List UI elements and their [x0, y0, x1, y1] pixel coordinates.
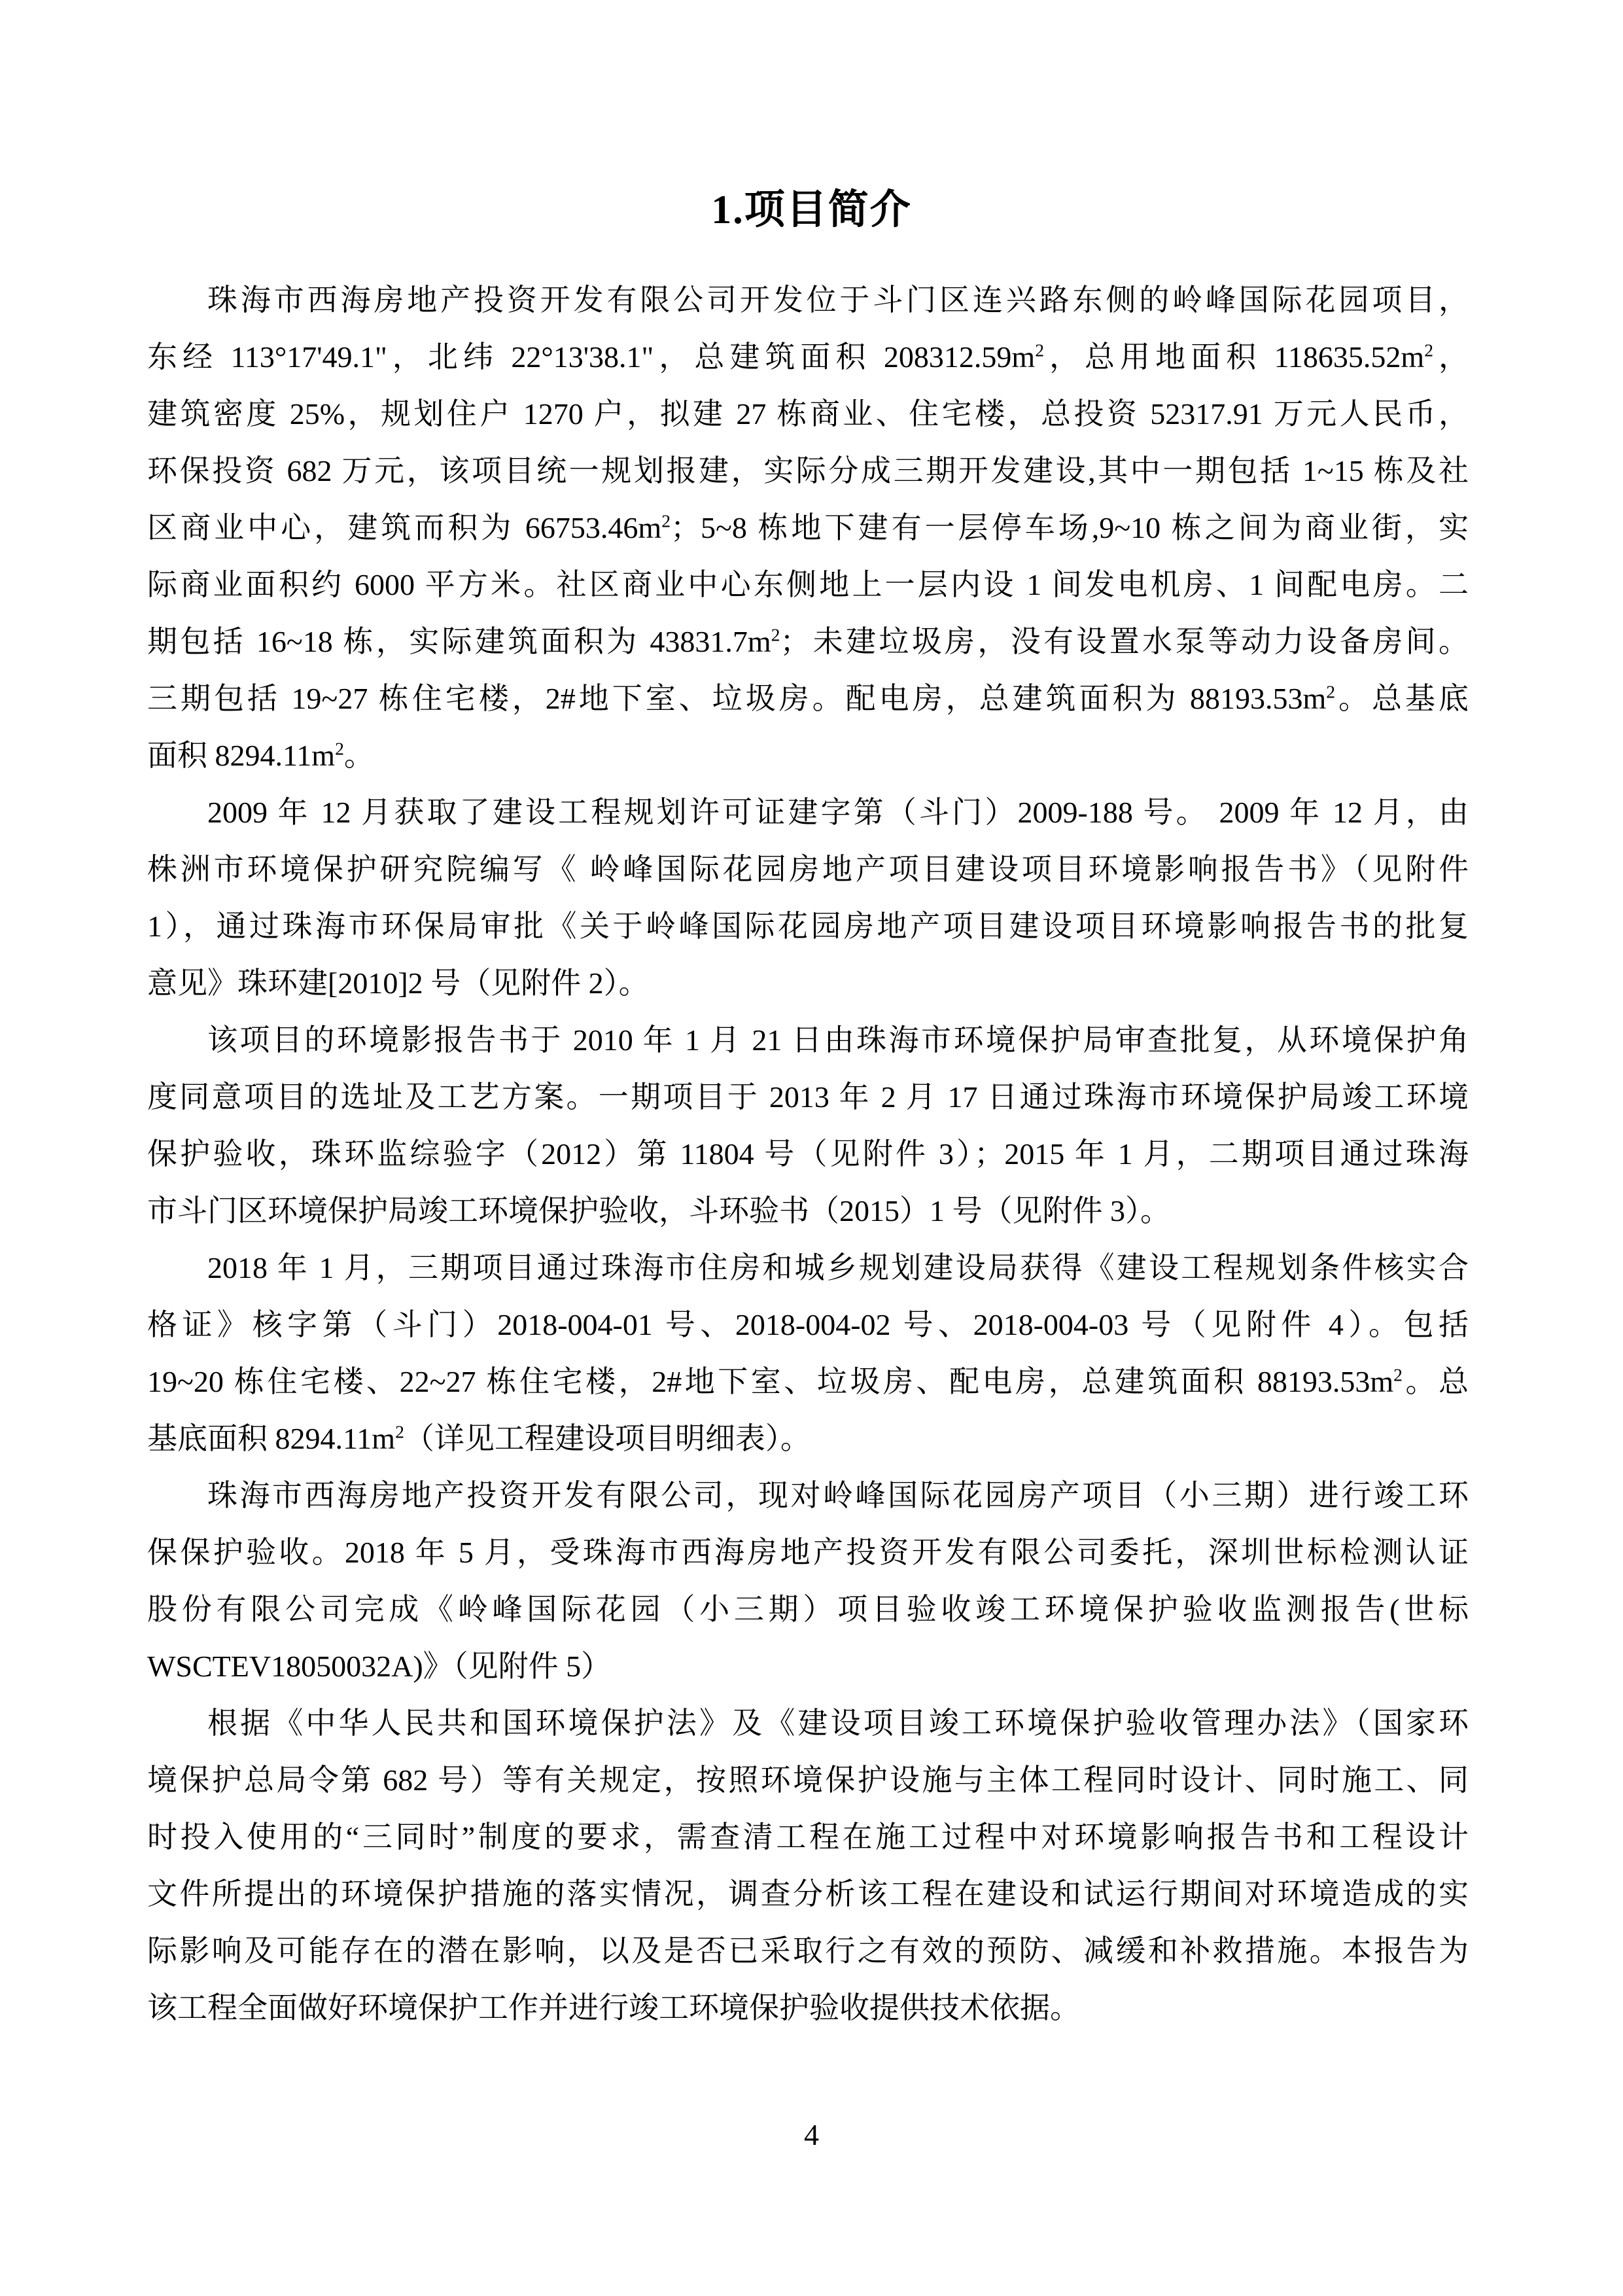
- text-line: 东经 113°17'49.1"，北纬 22°13'38.1"，总建筑面积 $208312.59m^2$，总用地面积 $118635.52m^2$，: [147, 340, 1469, 374]
- text-line: 市斗门区环境保护局竣工环境保护验收，斗环验书（2015）1 号（见附件 3）。: [147, 1194, 1170, 1227]
- text-line: 区商业中心，建筑而积为 $66753.46m^2$；5~8 栋地下建有一层停车场,9~10 栋之间为商业街，实: [147, 510, 1469, 544]
- section-title: 1.项目简介: [711, 188, 912, 232]
- text-line: 该项目的环境影报告书于 2010 年 1 月 21 日由珠海市环境保护局审查批复，从环境保护角: [207, 1023, 1469, 1057]
- text-line: 根据《中华人民共和国环境保护法》及《建设项目竣工环境保护验收管理办法》（国家环: [207, 1706, 1469, 1740]
- superscript: 2: [771, 624, 780, 645]
- text-line: 格证》核字第（斗门）2018-004-01 号、2018-004-02 号、2018-004-03 号（见附件 4）。包括: [147, 1308, 1469, 1341]
- superscript: 2: [1326, 681, 1336, 702]
- text-line: 2009 年 12 月获取了建设工程规划许可证建字第（斗门）2009-188 号。 2009 年 12 月，由: [207, 796, 1469, 829]
- text-line: 时投入使用的“三同时”制度的要求，需查清工程在施工过程中对环境影响报告书和工程设计: [147, 1820, 1469, 1854]
- text-line: 度同意项目的选址及工艺方案。一期项目于 2013 年 2 月 17 日通过珠海市环境保护局竣工环境: [147, 1080, 1469, 1114]
- document-body: [147, 272, 1469, 2036]
- superscript: 2: [395, 1421, 404, 1442]
- superscript: 2: [661, 510, 671, 531]
- text-line: 珠海市西海房地产投资开发有限公司开发位于斗门区连兴路东侧的岭峰国际花园项目，: [207, 283, 1469, 317]
- page-number: 4: [804, 2118, 819, 2151]
- paragraph: [147, 1012, 1469, 1239]
- text-line: 三期包括 19~27 栋住宅楼，2#地下室、垃圾房。配电房，总建筑面积为 $88193.53m^2$。总基底: [147, 681, 1469, 715]
- paragraph: [147, 1239, 1469, 1467]
- superscript: 2: [1424, 340, 1433, 361]
- text-line: 意见》珠环建[2010]2 号（见附件 2）。: [147, 966, 649, 1000]
- text-line: 建筑密度 25%，规划住户 1270 户，拟建 27 栋商业、住宅楼，总投资 52317.91 万元人民币，: [147, 397, 1469, 431]
- text-line: 环保投资 682 万元，该项目统一规划报建，实际分成三期开发建设,其中一期包括 1~15 栋及社: [147, 454, 1469, 487]
- text-line: 际影响及可能存在的潜在影响，以及是否已采取行之有效的预防、减缓和补救措施。本报告为: [147, 1934, 1469, 1968]
- text-line: 股份有限公司完成《岭峰国际花园（小三期）项目验收竣工环境保护验收监测报告(世标: [147, 1593, 1469, 1626]
- text-line: 该工程全面做好环境保护工作并进行竣工环境保护验收提供技术依据。: [147, 1991, 1080, 2024]
- paragraph: [147, 1467, 1469, 1695]
- text-line: 面积 $8294.11m^2$。: [147, 738, 374, 772]
- text-line: 境保护总局令第 682 号）等有关规定，按照环境保护设施与主体工程同时设计、同时施工、同: [147, 1763, 1469, 1797]
- paragraph: [147, 1695, 1469, 2036]
- superscript: 2: [335, 738, 344, 759]
- paragraph: [147, 784, 1469, 1012]
- superscript: 2: [1035, 340, 1045, 361]
- text-line: 19~20 栋住宅楼、22~27 栋住宅楼，2#地下室、垃圾房、配电房，总建筑面积 $88193.53m^2$。总: [147, 1364, 1469, 1398]
- superscript: 2: [1393, 1364, 1403, 1385]
- text-line: 2018 年 1 月，三期项目通过珠海市住房和城乡规划建设局获得《建设工程规划条件核实合: [207, 1251, 1469, 1284]
- text-line: 1），通过珠海市环保局审批《关于岭峰国际花园房地产项目建设项目环境影响报告书的批复: [147, 910, 1469, 943]
- text-line: 株洲市环境保护研究院编写《 岭峰国际花园房地产项目建设项目环境影响报告书》（见附件: [147, 853, 1469, 886]
- text-line: 期包括 16~18 栋，实际建筑面积为 $43831.7m^2$；未建垃圾房，没有设置水泵等动力设备房间。: [147, 624, 1469, 658]
- paragraph: [147, 272, 1469, 784]
- text-line: 保护验收，珠环监综验字（2012）第 11804 号（见附件 3）；2015 年 1 月，二期项目通过珠海: [147, 1137, 1469, 1171]
- text-line: 际商业面积约 6000 平方米。社区商业中心东侧地上一层内设 1 间发电机房、1 间配电房。二: [147, 568, 1469, 601]
- text-line: 基底面积 $8294.11m^2$（详见工程建设项目明细表）。: [147, 1421, 811, 1455]
- text-line: 文件所提出的环境保护措施的落实情况，调查分析该工程在建设和试运行期间对环境造成的实: [147, 1877, 1469, 1911]
- text-line: WSCTEV18050032A)》（见附件 5）: [147, 1650, 612, 1683]
- text-line: 珠海市西海房地产投资开发有限公司，现对岭峰国际花园房产项目（小三期）进行竣工环: [207, 1479, 1469, 1512]
- text-line: 保保护验收。2018 年 5 月，受珠海市西海房地产投资开发有限公司委托，深圳世标检测认证: [147, 1536, 1469, 1569]
